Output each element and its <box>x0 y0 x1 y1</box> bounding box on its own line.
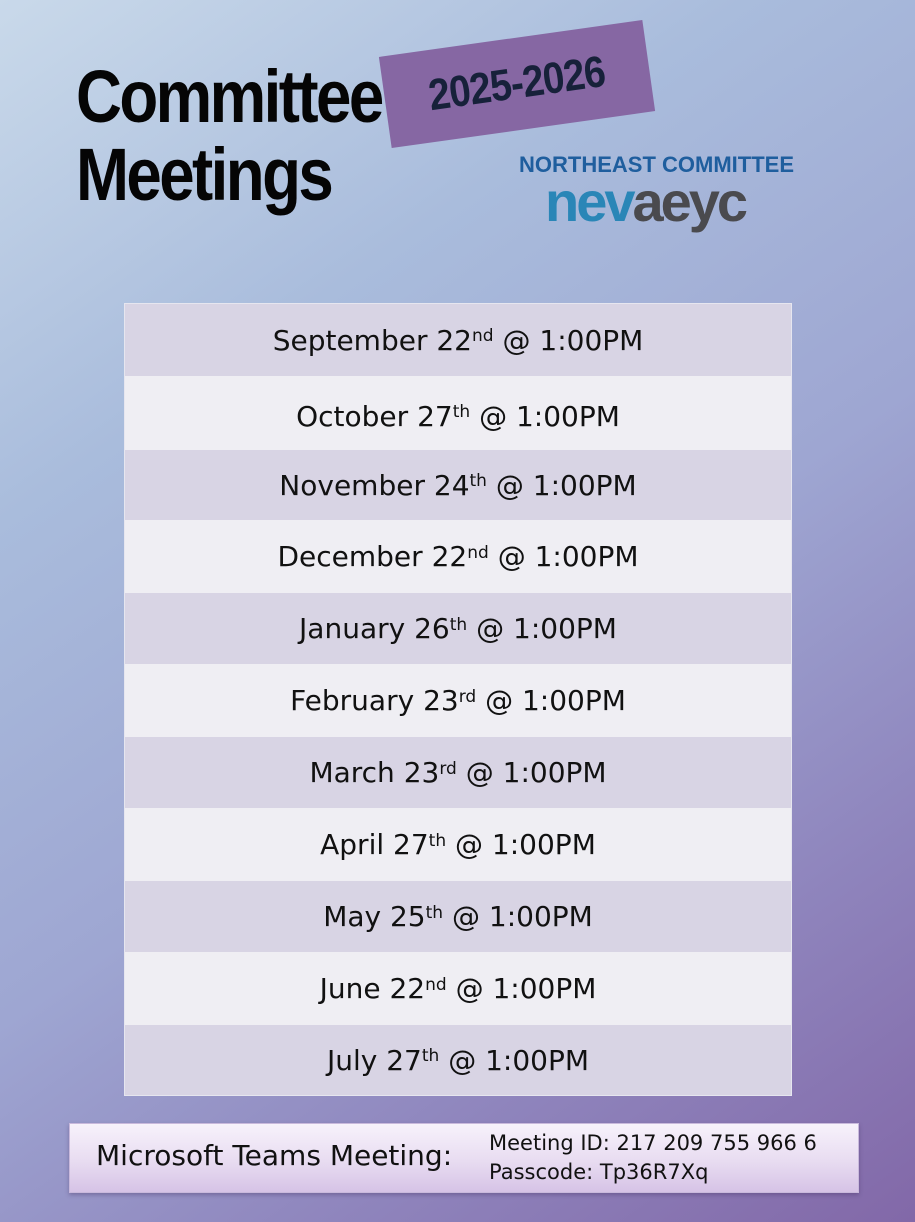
meeting-day: 27 <box>393 828 429 861</box>
meeting-time: @ 1:00PM <box>479 399 620 433</box>
meeting-time: @ 1:00PM <box>502 323 644 357</box>
meeting-month: January <box>299 612 406 645</box>
meeting-day: 22 <box>389 972 426 1005</box>
logo-wordmark <box>545 172 819 232</box>
year-banner <box>379 20 655 148</box>
meeting-time: @ 1:00PM <box>448 1043 590 1077</box>
meeting-id: Meeting ID: 217 209 755 966 6 <box>489 1131 817 1155</box>
meeting-day: 26 <box>414 612 450 645</box>
meeting-day: 25 <box>389 900 426 933</box>
meeting-month: July <box>326 1043 378 1077</box>
teams-meeting-box <box>69 1123 859 1193</box>
nevaeyc-logo <box>519 152 819 232</box>
meeting-day: 27 <box>386 1043 422 1077</box>
meeting-schedule <box>124 303 792 1096</box>
meeting-day: 23 <box>403 756 440 789</box>
meeting-time: @ 1:00PM <box>495 468 637 502</box>
meeting-month: May <box>323 900 382 933</box>
meeting-time: @ 1:00PM <box>455 828 596 861</box>
meeting-row: October 27 $^{th}$ @ 1:00PM <box>125 376 791 450</box>
meeting-passcode: Passcode: Tp36R7Xq <box>489 1160 709 1184</box>
meeting-time: @ 1:00PM <box>455 972 597 1005</box>
meeting-time: @ 1:00PM <box>485 684 626 717</box>
teams-meeting-details <box>489 1129 817 1187</box>
meeting-month: February <box>290 684 415 717</box>
meeting-day: 27 <box>417 399 453 433</box>
meeting-row: September 22 $^{nd}$ @ 1:00PM <box>125 304 791 376</box>
meeting-row: December 22 $^{nd}$ @ 1:00PM <box>125 520 791 593</box>
meeting-row: July 27 $^{th}$ @ 1:00PM <box>125 1025 791 1095</box>
meeting-month: March <box>309 756 395 789</box>
meeting-day: 23 <box>423 684 459 717</box>
meeting-month: December <box>277 540 423 573</box>
meeting-month: November <box>279 468 425 502</box>
meeting-row: April 27 $^{th}$ @ 1:00PM <box>125 808 791 881</box>
page-title <box>76 55 382 216</box>
meeting-month: June <box>319 972 381 1005</box>
title-line-1: Committee <box>76 55 382 138</box>
meeting-row: March 23 $^{rd}$ @ 1:00PM <box>125 737 791 808</box>
meeting-time: @ 1:00PM <box>497 540 639 573</box>
meeting-time: @ 1:00PM <box>465 756 607 789</box>
year-range: 2025-2026 <box>425 46 609 121</box>
meeting-month: October <box>296 399 409 433</box>
meeting-row: January 26 $^{th}$ @ 1:00PM <box>125 593 791 664</box>
title-line-2: Meetings <box>76 133 332 216</box>
meeting-day: 24 <box>433 468 470 502</box>
meeting-time: @ 1:00PM <box>451 900 593 933</box>
meeting-day: 22 <box>431 540 468 573</box>
meeting-row: February 23 $^{rd}$ @ 1:00PM <box>125 664 791 737</box>
logo-wordmark-aeyc: aeyc <box>632 170 746 233</box>
meeting-time: @ 1:00PM <box>476 612 617 645</box>
meeting-row: May 25 $^{th}$ @ 1:00PM <box>125 881 791 952</box>
logo-wordmark-nev: nev <box>545 170 633 233</box>
meeting-row: June 22 $^{nd}$ @ 1:00PM <box>125 952 791 1025</box>
logo-subtitle: NORTHEAST COMMITTEE <box>519 152 794 177</box>
meeting-row: November 24 $^{th}$ @ 1:00PM <box>125 450 791 520</box>
meeting-month: September <box>272 323 428 357</box>
meeting-month: April <box>320 828 385 861</box>
teams-meeting-label: Microsoft Teams Meeting: <box>96 1139 453 1172</box>
meeting-day: 22 <box>436 323 472 357</box>
